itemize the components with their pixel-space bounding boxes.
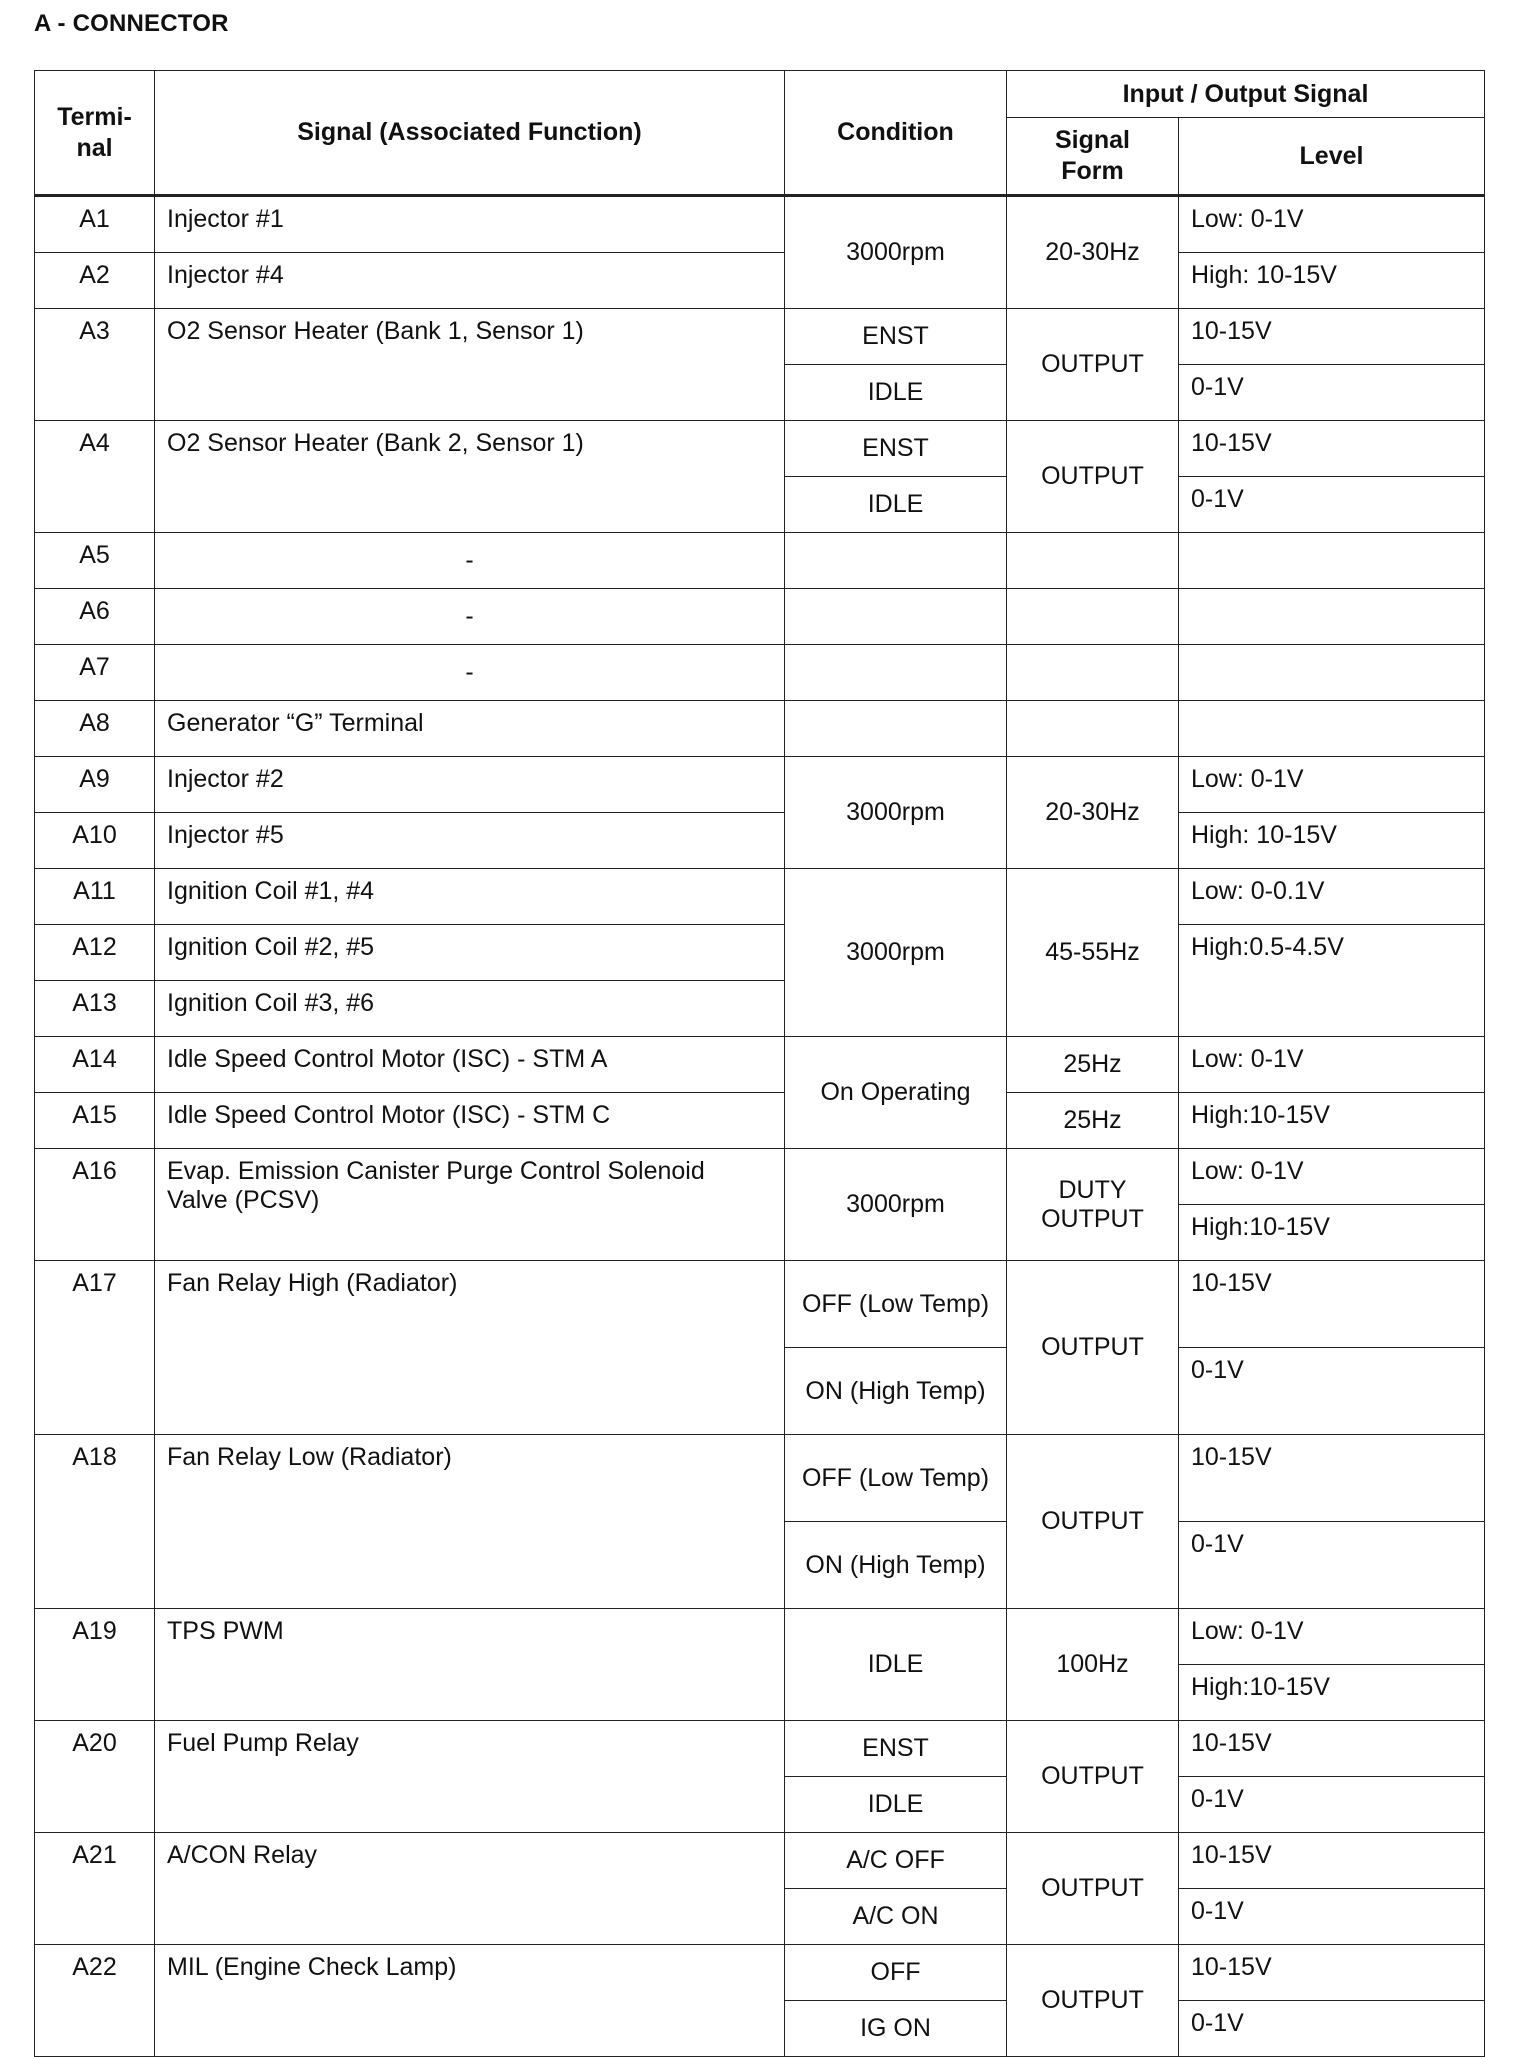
condition-cell [785,533,1007,589]
table-row [35,925,1485,981]
level-cell [1179,589,1485,645]
level-cell: High:10-15V [1179,1205,1485,1261]
table-row [35,421,1485,477]
signal-cell: - [155,645,785,701]
signal-cell: O2 Sensor Heater (Bank 2, Sensor 1) [155,421,785,533]
connector-table [34,70,1485,2057]
condition-cell: ON (High Temp) [785,1522,1007,1609]
level-cell: Low: 0-0.1V [1179,869,1485,925]
terminal-cell: A18 [35,1435,155,1609]
header-io-signal: Input / Output Signal [1007,71,1485,118]
condition-cell: ENST [785,1721,1007,1777]
terminal-cell: A16 [35,1149,155,1261]
table-row [35,813,1485,869]
table-row [35,309,1485,365]
terminal-cell: A12 [35,925,155,981]
condition-cell: 3000rpm [785,196,1007,309]
table-row [35,869,1485,925]
signal-cell: Fan Relay High (Radiator) [155,1261,785,1435]
signal-cell: Injector #4 [155,253,785,309]
level-cell: High:10-15V [1179,1093,1485,1149]
table-row [35,1721,1485,1777]
condition-cell: 3000rpm [785,869,1007,1037]
signal-form-cell: OUTPUT [1007,309,1179,421]
header-level: Level [1179,118,1485,196]
signal-cell: - [155,589,785,645]
signal-cell: Fuel Pump Relay [155,1721,785,1833]
level-cell: Low: 0-1V [1179,1037,1485,1093]
level-cell: 10-15V [1179,309,1485,365]
table-row [35,757,1485,813]
signal-cell: TPS PWM [155,1609,785,1721]
condition-cell: 3000rpm [785,757,1007,869]
terminal-cell: A9 [35,757,155,813]
level-cell: 10-15V [1179,1721,1485,1777]
condition-cell: A/C ON [785,1889,1007,1945]
terminal-cell: A6 [35,589,155,645]
level-cell: 0-1V [1179,365,1485,421]
level-cell: Low: 0-1V [1179,196,1485,253]
terminal-cell: A13 [35,981,155,1037]
condition-cell: IDLE [785,1777,1007,1833]
terminal-cell: A11 [35,869,155,925]
signal-cell: Ignition Coil #2, #5 [155,925,785,981]
signal-cell: - [155,533,785,589]
signal-form-cell: OUTPUT [1007,1721,1179,1833]
signal-cell: Idle Speed Control Motor (ISC) - STM C [155,1093,785,1149]
table-row [35,589,1485,645]
level-cell: 10-15V [1179,1435,1485,1522]
header-terminal: Termi- nal [35,71,155,196]
terminal-cell: A4 [35,421,155,533]
condition-cell: ON (High Temp) [785,1348,1007,1435]
terminal-cell: A7 [35,645,155,701]
signal-cell: Injector #1 [155,196,785,253]
condition-cell: 3000rpm [785,1149,1007,1261]
page-title: A - CONNECTOR [34,10,229,37]
table-row [35,1149,1485,1205]
terminal-cell: A21 [35,1833,155,1945]
condition-cell: IDLE [785,477,1007,533]
level-cell: High: 10-15V [1179,813,1485,869]
table-row [35,1833,1485,1889]
signal-form-cell: OUTPUT [1007,1833,1179,1945]
condition-cell: OFF (Low Temp) [785,1261,1007,1348]
signal-cell: Fan Relay Low (Radiator) [155,1435,785,1609]
level-cell: High:10-15V [1179,1665,1485,1721]
table-row [35,1609,1485,1665]
level-cell [1179,645,1485,701]
level-cell: 10-15V [1179,1945,1485,2001]
level-cell [1179,701,1485,757]
level-cell: Low: 0-1V [1179,1149,1485,1205]
signal-form-cell [1007,533,1179,589]
signal-form-cell: 20-30Hz [1007,196,1179,309]
level-cell: 0-1V [1179,1777,1485,1833]
signal-cell: O2 Sensor Heater (Bank 1, Sensor 1) [155,309,785,421]
condition-cell: IDLE [785,365,1007,421]
condition-cell: On Operating [785,1037,1007,1149]
signal-form-cell: DUTY OUTPUT [1007,1149,1179,1261]
level-cell: 10-15V [1179,1261,1485,1348]
terminal-cell: A14 [35,1037,155,1093]
condition-cell: OFF [785,1945,1007,2001]
terminal-cell: A5 [35,533,155,589]
signal-cell: Evap. Emission Canister Purge Control Solenoid Valve (PCSV) [155,1149,785,1261]
table-row [35,645,1485,701]
signal-cell: Generator “G” Terminal [155,701,785,757]
signal-form-cell: 100Hz [1007,1609,1179,1721]
level-cell: 10-15V [1179,421,1485,477]
signal-form-cell [1007,701,1179,757]
table-row [35,253,1485,309]
signal-form-cell: 20-30Hz [1007,757,1179,869]
level-cell: 0-1V [1179,1522,1485,1609]
signal-form-cell: OUTPUT [1007,421,1179,533]
signal-cell: Idle Speed Control Motor (ISC) - STM A [155,1037,785,1093]
terminal-cell: A3 [35,309,155,421]
signal-form-cell: 25Hz [1007,1037,1179,1093]
signal-form-cell: 25Hz [1007,1093,1179,1149]
terminal-cell: A17 [35,1261,155,1435]
terminal-cell: A8 [35,701,155,757]
terminal-cell: A22 [35,1945,155,2057]
condition-cell [785,701,1007,757]
table-row [35,1037,1485,1093]
condition-cell: A/C OFF [785,1833,1007,1889]
condition-cell [785,645,1007,701]
level-cell: 0-1V [1179,1889,1485,1945]
table-row [35,533,1485,589]
table-row [35,1261,1485,1348]
header-condition: Condition [785,71,1007,196]
table-row [35,1945,1485,2001]
signal-cell: Ignition Coil #3, #6 [155,981,785,1037]
signal-form-cell: 45-55Hz [1007,869,1179,1037]
level-cell: 10-15V [1179,1833,1485,1889]
level-cell: 0-1V [1179,2001,1485,2057]
level-cell: High: 10-15V [1179,253,1485,309]
header-signal-form: Signal Form [1007,118,1179,196]
condition-cell [785,589,1007,645]
signal-cell: Ignition Coil #1, #4 [155,869,785,925]
table-row [35,701,1485,757]
signal-cell: Injector #2 [155,757,785,813]
terminal-cell: A19 [35,1609,155,1721]
terminal-cell: A10 [35,813,155,869]
level-cell [1179,533,1485,589]
terminal-cell: A1 [35,196,155,253]
signal-form-cell: OUTPUT [1007,1435,1179,1609]
level-cell: Low: 0-1V [1179,757,1485,813]
signal-cell: Injector #5 [155,813,785,869]
level-cell: 0-1V [1179,1348,1485,1435]
condition-cell: IG ON [785,2001,1007,2057]
signal-form-cell [1007,645,1179,701]
terminal-cell: A2 [35,253,155,309]
condition-cell: OFF (Low Temp) [785,1435,1007,1522]
signal-form-cell: OUTPUT [1007,1261,1179,1435]
table-row [35,196,1485,253]
terminal-cell: A15 [35,1093,155,1149]
table-row [35,1435,1485,1522]
signal-form-cell [1007,589,1179,645]
signal-form-cell: OUTPUT [1007,1945,1179,2057]
terminal-cell: A20 [35,1721,155,1833]
table-row [35,1093,1485,1149]
signal-cell: MIL (Engine Check Lamp) [155,1945,785,2057]
condition-cell: ENST [785,421,1007,477]
level-cell: Low: 0-1V [1179,1609,1485,1665]
condition-cell: IDLE [785,1609,1007,1721]
signal-cell: A/CON Relay [155,1833,785,1945]
level-cell: 0-1V [1179,477,1485,533]
level-cell: High:0.5-4.5V [1179,925,1485,1037]
header-signal: Signal (Associated Function) [155,71,785,196]
condition-cell: ENST [785,309,1007,365]
